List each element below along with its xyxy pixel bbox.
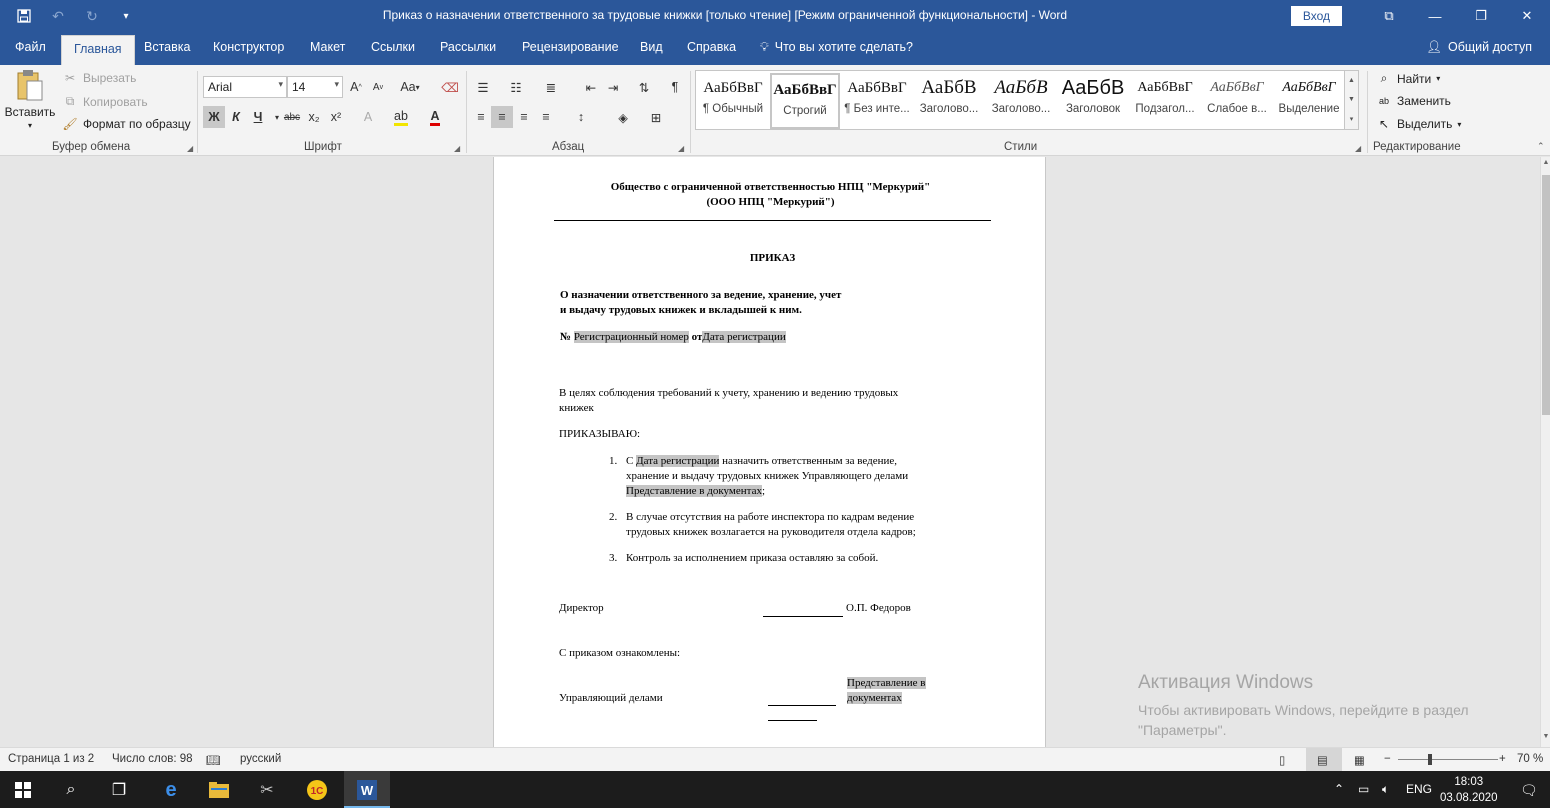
list-item-end: [626, 484, 765, 499]
style-name: Заголово...: [919, 103, 979, 115]
paragraph-launcher-icon[interactable]: ◢: [678, 144, 685, 153]
shading-icon[interactable]: ◈: [618, 110, 628, 125]
zoom-slider[interactable]: [1398, 759, 1498, 760]
lightbulb-icon: 💡︎: [760, 40, 769, 54]
bold-button[interactable]: Ж: [203, 106, 225, 128]
select-label: Выделить: [1397, 117, 1453, 131]
ribbon-display-icon[interactable]: ⧉: [1384, 8, 1394, 23]
tab-home[interactable]: Главная: [61, 35, 135, 65]
tab-help[interactable]: Справка: [687, 40, 737, 54]
zoom-level[interactable]: 70 %: [1517, 753, 1544, 765]
collapse-ribbon-icon[interactable]: ⌃: [1537, 141, 1545, 151]
style-heading2[interactable]: [986, 73, 1056, 129]
director-name: О.П. Федоров: [846, 602, 911, 614]
underline-button[interactable]: Ч: [253, 110, 263, 124]
more-styles-icon[interactable]: ▾: [1349, 116, 1354, 123]
style-normal[interactable]: [698, 73, 768, 129]
registration-line: [560, 330, 786, 345]
font-color-icon[interactable]: A: [424, 106, 446, 128]
representation-field: Представление в: [847, 677, 926, 689]
manager-label: Управляющий делами: [559, 692, 663, 704]
chevron-up-icon[interactable]: ▲: [1348, 77, 1355, 84]
sort-icon[interactable]: ⇅: [638, 80, 650, 95]
reg-number-field[interactable]: Регистрационный номер: [573, 331, 689, 343]
window-title: Приказ о назначении ответственного за трудовые книжки [только чтение] [Режим ограниченной функциональности] - Word: [382, 8, 1068, 22]
manager-value[interactable]: [847, 691, 902, 706]
scissors-icon: ✂: [64, 71, 76, 85]
reg-date-field[interactable]: Дата регистрации: [702, 331, 786, 343]
line-spacing-icon[interactable]: ↕: [577, 110, 585, 124]
chevron-down-icon: ▾: [1457, 119, 1462, 129]
group-divider: [690, 71, 691, 153]
tell-me-search[interactable]: [760, 40, 913, 55]
style-emphasis[interactable]: [1274, 73, 1344, 129]
change-case-icon: Aa: [400, 80, 416, 94]
chevron-down-icon: ▾: [278, 79, 283, 89]
chevron-up-icon[interactable]: ⌃: [1334, 782, 1345, 796]
style-sample: АаБбВвГ: [1210, 80, 1264, 95]
order-word: ПРИКАЗЫВАЮ:: [559, 428, 641, 440]
redo-icon[interactable]: ↻: [86, 7, 98, 24]
read-mode-icon[interactable]: ▯: [1279, 755, 1286, 767]
find-button[interactable]: [1376, 71, 1440, 86]
subject-line: О назначении ответственного за ведение, хранение, учет: [560, 289, 842, 301]
style-no-spacing[interactable]: [842, 73, 912, 129]
style-strong[interactable]: [770, 73, 840, 129]
document-heading: ПРИКАЗ: [749, 252, 796, 264]
paragraph-group-label: Абзац: [552, 141, 585, 153]
list-text: Контроль за исполнением приказа оставляю за собой.: [626, 552, 879, 564]
list-text: назначить ответственным за ведение,: [722, 455, 898, 467]
proofing-icon[interactable]: 📖︎: [206, 755, 221, 767]
cut-button[interactable]: [62, 71, 136, 85]
notification-icon[interactable]: 🗨︎: [1520, 782, 1538, 798]
chevron-down-icon[interactable]: ▼: [1348, 96, 1355, 103]
replace-icon: ab: [1378, 96, 1389, 106]
print-layout-icon: ▤: [1317, 755, 1328, 767]
watermark-line: Чтобы активировать Windows, перейдите в раздел: [1138, 702, 1469, 718]
grow-font-icon: A: [350, 80, 359, 94]
language-indicator[interactable]: русский: [240, 753, 282, 765]
tab-layout[interactable]: Макет: [310, 40, 346, 54]
ribbon-tabs: [0, 32, 1550, 65]
bullets-icon[interactable]: ☰: [477, 80, 489, 95]
svg-text:1C: 1C: [310, 786, 324, 797]
scroll-thumb[interactable]: [1542, 175, 1550, 415]
document-area: [0, 157, 1540, 747]
list-text: трудовых книжек возлагается на руководителя отдела кадров;: [626, 526, 916, 538]
style-sample: АаБбВвГ: [1137, 80, 1193, 95]
scroll-up-icon[interactable]: ▲: [1542, 159, 1550, 166]
copy-icon: ⧉: [65, 94, 75, 108]
style-name: Заголовок: [1065, 103, 1121, 115]
share-button[interactable]: [1426, 40, 1532, 55]
purpose-line: книжек: [559, 402, 594, 414]
volume-icon[interactable]: 🔈︎: [1382, 782, 1390, 796]
grow-font-button[interactable]: A ^: [350, 80, 362, 94]
tab-insert[interactable]: Вставка: [144, 40, 191, 54]
style-sample: АаБбВ: [921, 77, 977, 98]
show-marks-icon[interactable]: ¶: [671, 80, 679, 94]
system-clock[interactable]: [1440, 774, 1498, 806]
representation-field: документах: [847, 692, 902, 704]
list-text: В случае отсутствия на работе инспектора по кадрам ведение: [626, 511, 915, 523]
chevron-down-icon: ▾: [334, 79, 339, 89]
network-icon[interactable]: ▭: [1358, 782, 1370, 796]
undo-icon[interactable]: ↶: [52, 7, 64, 24]
internet-explorer-icon[interactable]: e: [165, 778, 177, 801]
highlight-icon[interactable]: ab: [390, 106, 412, 128]
header-divider: [554, 220, 991, 221]
signin-button[interactable]: Вход: [1291, 6, 1342, 26]
document-page[interactable]: [493, 157, 1046, 747]
font-launcher-icon[interactable]: ◢: [454, 144, 461, 153]
styles-scroll[interactable]: [1345, 70, 1359, 130]
purpose-line: В целях соблюдения требований к учету, хранению и ведению трудовых: [559, 387, 899, 399]
style-sample: АаБбВвГ: [773, 82, 837, 98]
copy-label: Копировать: [83, 94, 148, 109]
vertical-scrollbar[interactable]: [1540, 157, 1550, 747]
decrease-indent-icon[interactable]: ⇤: [585, 80, 597, 95]
watermark-text: [1138, 700, 1518, 740]
page-count[interactable]: Страница 1 из 2: [8, 753, 95, 765]
list-text: С: [626, 455, 634, 467]
font-group-label: Шрифт: [304, 141, 342, 153]
format-painter-button[interactable]: [62, 117, 191, 131]
font-name-combo[interactable]: [203, 76, 287, 98]
tab-mailings[interactable]: Рассылки: [440, 40, 497, 54]
activation-watermark: [1138, 672, 1518, 740]
manager-value[interactable]: [847, 676, 926, 691]
font-name-value: Arial: [208, 80, 233, 94]
replace-button[interactable]: [1376, 94, 1451, 108]
list-text: хранение и выдачу трудовых книжек Управляющего делами: [626, 470, 909, 482]
word-count[interactable]: Число слов: 98: [112, 753, 193, 765]
numbering-icon[interactable]: ☷: [510, 80, 522, 95]
search-icon[interactable]: ⌕: [66, 781, 76, 798]
clock-date: 03.08.2020: [1440, 792, 1498, 804]
clipboard-launcher-icon[interactable]: ◢: [187, 144, 194, 153]
style-sample: АаБбВ: [994, 77, 1048, 98]
style-heading1[interactable]: [914, 73, 984, 129]
web-layout-icon[interactable]: ▦: [1354, 755, 1365, 767]
paste-label: Вставить: [4, 105, 56, 119]
cursor-icon: ↖: [1378, 117, 1390, 131]
replace-label: Заменить: [1397, 94, 1451, 108]
acquainted-label: С приказом ознакомлены:: [559, 647, 681, 659]
list-number: 1.: [609, 455, 618, 467]
zoom-slider-knob[interactable]: [1428, 754, 1432, 765]
director-label: Директор: [559, 602, 604, 614]
customize-qat-icon[interactable]: ▾: [123, 10, 129, 22]
paste-icon: [15, 69, 45, 103]
windows-start-icon[interactable]: [10, 777, 36, 803]
scroll-down-icon[interactable]: ▼: [1542, 733, 1550, 740]
clear-formatting-icon[interactable]: ⌫: [441, 80, 459, 95]
svg-text:W: W: [360, 783, 374, 798]
clock-time: 18:03: [1454, 776, 1484, 788]
search-icon: ⌕: [1380, 71, 1388, 85]
watermark-title: Активация Windows: [1138, 672, 1314, 693]
taskbar: [0, 771, 1550, 808]
tab-design[interactable]: Конструктор: [213, 40, 285, 54]
org-short-name: (ООО НПЦ "Меркурий"): [706, 196, 835, 208]
clipboard-group-label: Буфер обмена: [52, 141, 131, 153]
styles-gallery: [695, 70, 1345, 130]
find-label: Найти: [1397, 71, 1432, 86]
minimize-icon[interactable]: —: [1428, 8, 1442, 24]
style-sample: АаБбВвГ: [703, 80, 763, 96]
style-name: Строгий: [783, 105, 827, 117]
1c-icon[interactable]: [304, 777, 330, 803]
tab-file[interactable]: Файл: [15, 40, 46, 54]
list-number: 2.: [609, 511, 618, 523]
format-painter-label: Формат по образцу: [83, 117, 191, 131]
multilevel-list-icon[interactable]: ≣: [545, 80, 557, 95]
style-name: ¶ Без инте...: [844, 103, 910, 115]
style-subtitle[interactable]: [1130, 73, 1200, 129]
group-divider: [1367, 71, 1368, 153]
zoom-in-icon[interactable]: +: [1499, 753, 1506, 765]
tab-review[interactable]: Рецензирование: [522, 40, 619, 54]
borders-icon[interactable]: ⊞: [650, 110, 662, 125]
share-label: Общий доступ: [1448, 40, 1532, 54]
org-name: Общество с ограниченной ответственностью НПЦ "Меркурий": [610, 181, 931, 193]
signature-line: [763, 616, 843, 617]
tab-view[interactable]: Вид: [640, 40, 663, 54]
style-sample: АаБбВвГ: [847, 80, 907, 96]
style-name: Заголово...: [991, 103, 1051, 115]
representation-field[interactable]: Представление в документах: [626, 485, 762, 497]
chevron-down-icon: ▾: [1436, 74, 1441, 83]
shrink-font-icon: A: [372, 81, 380, 93]
from-word: от: [691, 331, 703, 343]
file-explorer-icon[interactable]: [206, 777, 232, 803]
align-center-icon[interactable]: ≡: [491, 106, 513, 128]
align-left-icon[interactable]: ≡: [477, 110, 485, 124]
font-size-value: 14: [292, 80, 306, 94]
style-name: Слабое в...: [1207, 103, 1267, 115]
style-subtle-emphasis[interactable]: [1202, 73, 1272, 129]
task-view-icon[interactable]: ❐: [111, 782, 127, 799]
style-sample: АаБбВ: [1061, 77, 1125, 99]
cut-label: Вырезать: [83, 71, 137, 85]
style-name: Выделение: [1278, 103, 1340, 115]
tab-references[interactable]: Ссылки: [371, 40, 416, 54]
list-number: 3.: [609, 552, 618, 564]
subject-line: и выдачу трудовых книжек и вкладышей к ним.: [560, 304, 802, 316]
justify-icon[interactable]: ≡: [542, 110, 550, 124]
title-bar: [0, 0, 1550, 32]
copy-button[interactable]: [62, 94, 148, 109]
input-language[interactable]: ENG: [1406, 782, 1433, 796]
list-text: ;: [761, 485, 766, 497]
shrink-font-button[interactable]: A v: [372, 81, 384, 93]
text-effects-icon[interactable]: A: [363, 110, 373, 124]
style-sample: АаБбВвГ: [1282, 80, 1336, 95]
date-field[interactable]: Дата регистрации: [636, 455, 720, 467]
styles-launcher-icon[interactable]: ◢: [1355, 144, 1362, 153]
group-divider: [466, 71, 467, 153]
paste-button[interactable]: [6, 69, 54, 130]
change-case-button[interactable]: Aa ▾: [400, 80, 420, 94]
align-right-icon[interactable]: ≡: [520, 110, 528, 124]
word-icon[interactable]: [354, 777, 380, 803]
strikethrough-button[interactable]: abc: [283, 111, 301, 123]
italic-button[interactable]: К: [232, 110, 240, 124]
zoom-out-icon[interactable]: −: [1384, 753, 1391, 765]
subscript-button[interactable]: x₂: [308, 110, 320, 124]
style-name: ¶ Обычный: [702, 103, 764, 115]
select-button[interactable]: [1376, 117, 1461, 131]
underline-dropdown-icon[interactable]: ▾: [274, 112, 279, 122]
restore-icon[interactable]: ❐: [1475, 8, 1487, 23]
snipping-tool-icon[interactable]: ✂: [260, 782, 274, 799]
person-icon: 👤︎: [1426, 40, 1443, 54]
number-sign: №: [560, 331, 572, 343]
increase-indent-icon[interactable]: ⇥: [607, 80, 619, 95]
signature-line: [768, 705, 836, 706]
styles-group-label: Стили: [1004, 141, 1038, 153]
paintbrush-icon: 🖌︎: [62, 117, 78, 131]
style-title[interactable]: [1058, 73, 1128, 129]
group-divider: [197, 71, 198, 153]
editing-group-label: Редактирование: [1373, 141, 1461, 153]
status-bar: [0, 747, 1550, 771]
superscript-button[interactable]: x²: [330, 110, 342, 124]
watermark-line: "Параметры".: [1138, 722, 1227, 738]
paste-dropdown-icon: ▾: [27, 121, 32, 130]
font-size-combo[interactable]: [287, 76, 343, 98]
list-item: [626, 454, 897, 469]
close-icon[interactable]: ✕: [1521, 8, 1533, 23]
signature-line: [768, 720, 817, 721]
style-name: Подзагол...: [1135, 103, 1195, 115]
tell-me-label: Что вы хотите сделать?: [774, 40, 913, 54]
